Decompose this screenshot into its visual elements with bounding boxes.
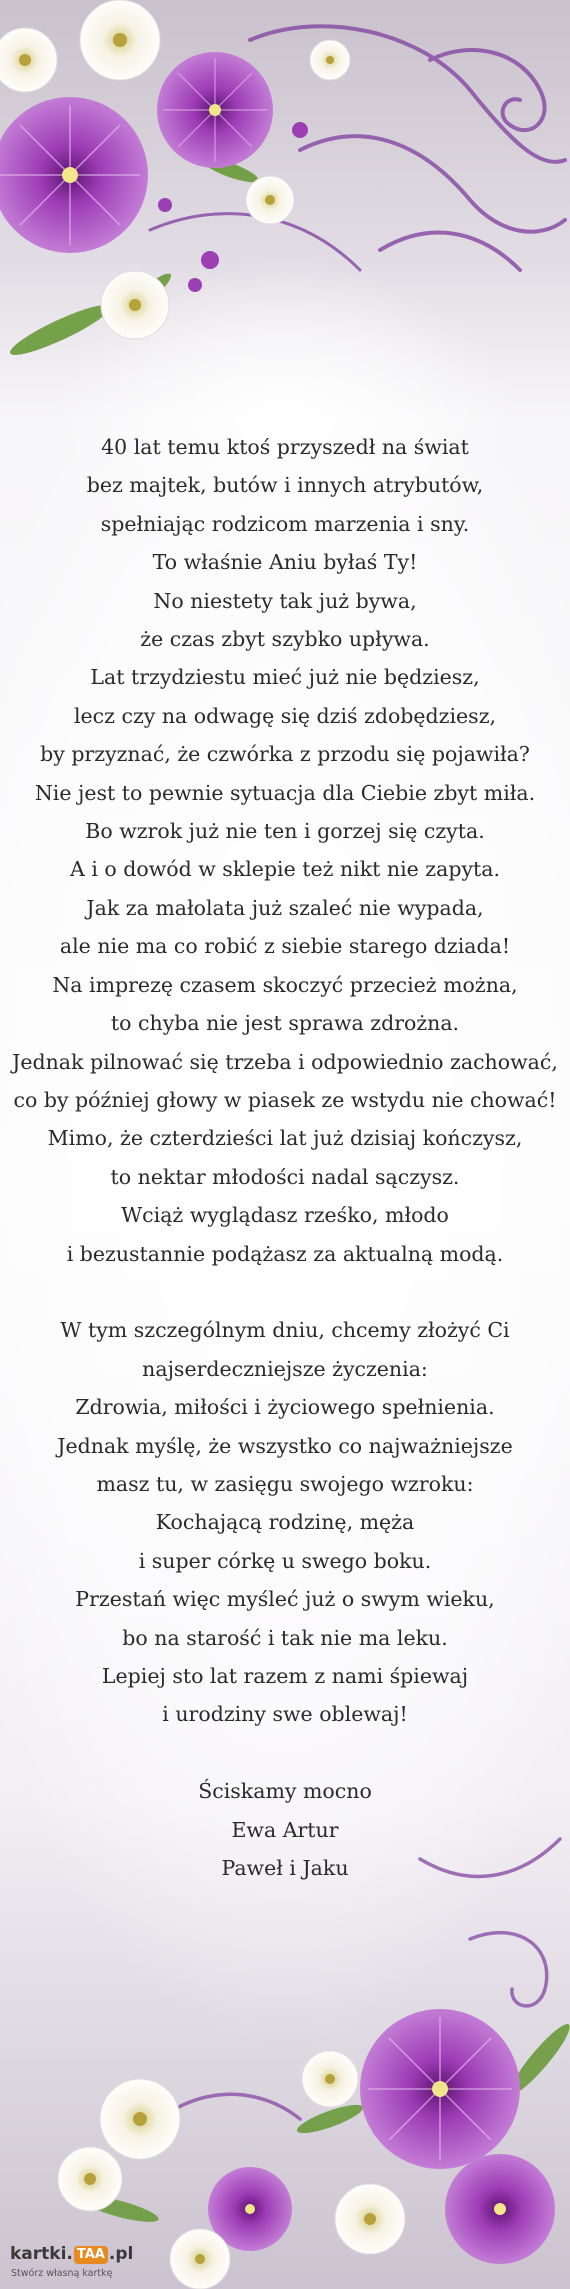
poem-line: spełniając rodzicom marzenia i sny.	[100, 511, 470, 536]
stanza-gap	[0, 1734, 570, 1772]
poem-line: to chyba nie jest sprawa zdrożna.	[110, 1011, 460, 1036]
logo-brand	[10, 2244, 133, 2264]
poem-line: A i o dowód w sklepie też nikt nie zapyta.	[70, 857, 500, 882]
poem-line: by przyznać, że czwórka z przodu się pojawiła?	[40, 742, 530, 767]
poem-line: że czas zbyt szybko upływa.	[140, 627, 430, 652]
poem-line: lecz czy na odwagę się dziś zdobędziesz,	[73, 703, 497, 728]
logo-brand-suffix: .pl	[108, 2244, 134, 2264]
poem-line: masz tu, w zasięgu swojego wzroku:	[96, 1471, 474, 1496]
poem-line: Jak za małolata już szaleć nie wypada,	[86, 895, 484, 920]
poem-line: No niestety tak już bywa,	[153, 588, 417, 613]
poem-line: Ściskamy mocno	[198, 1779, 372, 1804]
poem-line: W tym szczególnym dniu, chcemy złożyć Ci	[60, 1318, 510, 1343]
poem-line: bo na starość i tak nie ma leku.	[122, 1625, 448, 1650]
logo-brand-tag: TAA	[74, 2246, 108, 2264]
poem-line: to nektar młodości nadal sączysz.	[110, 1164, 460, 1189]
bottom-floral-decoration	[0, 1819, 570, 2289]
poem-line: To właśnie Aniu byłaś Ty!	[152, 550, 418, 575]
stanza-gap	[0, 1273, 570, 1311]
poem-line: 40 lat temu ktoś przyszedł na świat	[101, 435, 469, 459]
poem-line: Jednak pilnować się trzeba i odpowiednio zachować,	[12, 1049, 558, 1074]
poem-text	[0, 428, 570, 1887]
poem-line: co by później głowy w piasek ze wstydu nie chować!	[13, 1087, 557, 1112]
poem-line: i super córkę u swego boku.	[138, 1548, 432, 1573]
poem-line: Bo wzrok już nie ten i gorzej się czyta.	[85, 819, 485, 844]
top-floral-decoration	[0, 0, 570, 420]
poem-line: najserdeczniejsze życzenia:	[142, 1356, 428, 1381]
poem-line: Lepiej sto lat razem z nami śpiewaj	[101, 1663, 469, 1688]
poem-line: bez majtek, butów i innych atrybutów,	[86, 473, 484, 498]
site-logo[interactable]	[10, 2244, 134, 2284]
poem-line: Mimo, że czterdzieści lat już dzisiaj kończysz,	[47, 1126, 523, 1151]
poem-line: Wciąż wyglądasz rześko, młodo	[121, 1203, 449, 1228]
poem-line: i urodziny swe oblewaj!	[162, 1702, 408, 1727]
poem-line: Ewa Artur	[231, 1817, 339, 1842]
poem-line: Kochającą rodzinę, męża	[155, 1510, 415, 1535]
logo-brand-prefix: kartki.	[10, 2244, 73, 2264]
poem-line: Paweł i Jaku	[221, 1856, 349, 1880]
poem-line: Zdrowia, miłości i życiowego spełnienia.	[75, 1395, 495, 1420]
poem-line: Jednak myślę, że wszystko co najważniejsze	[57, 1433, 513, 1458]
poem-line: Na imprezę czasem skoczyć przecież można,	[52, 972, 518, 997]
poem-line: i bezustannie podążasz za aktualną modą.	[66, 1241, 504, 1266]
poem-line: Nie jest to pewnie sytuacja dla Ciebie zbyt miła.	[34, 780, 536, 805]
logo-tagline: Stwórz własną kartkę	[11, 2268, 113, 2279]
poem-line: Przestań więc myśleć już o swym wieku,	[75, 1587, 495, 1612]
poem-line: ale nie ma co robić z siebie starego dziada!	[59, 934, 511, 959]
poem-line: Lat trzydziestu mieć już nie będziesz,	[90, 665, 480, 690]
